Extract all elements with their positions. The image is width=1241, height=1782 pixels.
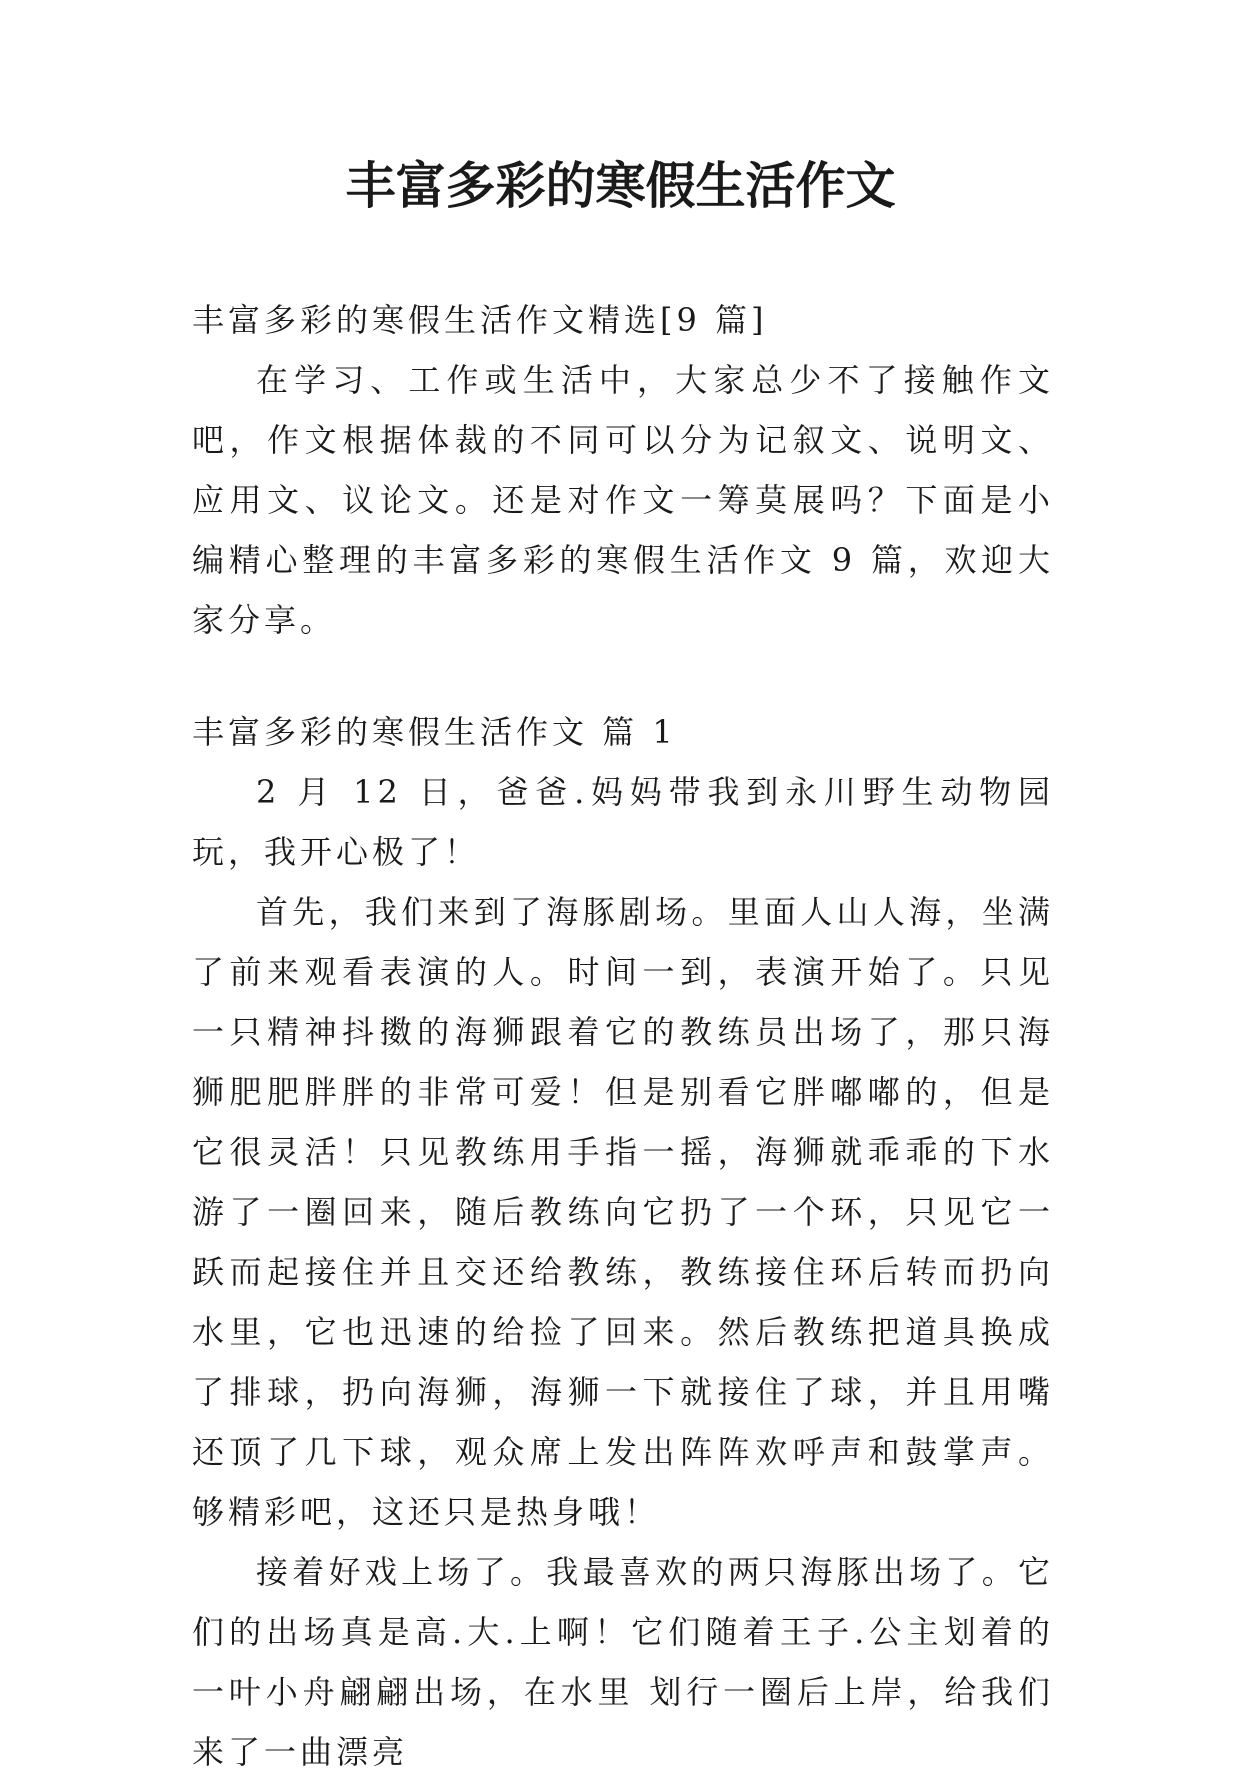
body-paragraph: 首先，我们来到了海豚剧场。里面人山人海，坐满了前来观看表演的人。时间一到，表演开始了。只见一只精神抖擞的海狮跟着它的教练员出场了，那只海狮肥肥胖胖的非常可爱！但是别看它胖嘟嘟的，但是它很灵活！只见教练用手指一摇，海狮就乖乖的下水游了一圈回来，随后教练向它扔了一个环，只见它一跃而起接住并且交还给教练，教练接住环后转而扔向水里，它也迅速的给捡了回来。然后教练把道具换成了排球，扔向海狮，海狮一下就接住了球，并且用嘴还顶了几下球，观众席上发出阵阵欢呼声和鼓掌声。够精彩吧，这还只是热身哦！ <box>192 893 1054 1531</box>
section-spacer <box>192 650 1054 702</box>
document-title: 丰富多彩的寒假生活作文 <box>345 156 896 215</box>
body-paragraph: 2 月 12 日，爸爸.妈妈带我到永川野生动物园玩，我开心极了！ <box>192 773 1054 871</box>
document-body <box>192 290 1054 1782</box>
intro-paragraph: 在学习、工作或生活中，大家总少不了接触作文吧，作文根据体裁的不同可以分为记叙文、说明文、应用文、议论文。还是对作文一筹莫展吗？下面是小编精心整理的丰富多彩的寒假生活作文 9 篇，欢迎大家分享。 <box>192 361 1054 639</box>
document-subtitle: 丰富多彩的寒假生活作文精选[9 篇] <box>192 301 768 339</box>
body-paragraph: 接着好戏上场了。我最喜欢的两只海豚出场了。它们的出场真是高.大.上啊！它们随着王子.公主划着的一叶小舟翩翩出场，在水里 划行一圈后上岸，给我们来了一曲漂亮 <box>192 1553 1054 1771</box>
section-heading: 丰富多彩的寒假生活作文 篇 1 <box>192 713 677 751</box>
